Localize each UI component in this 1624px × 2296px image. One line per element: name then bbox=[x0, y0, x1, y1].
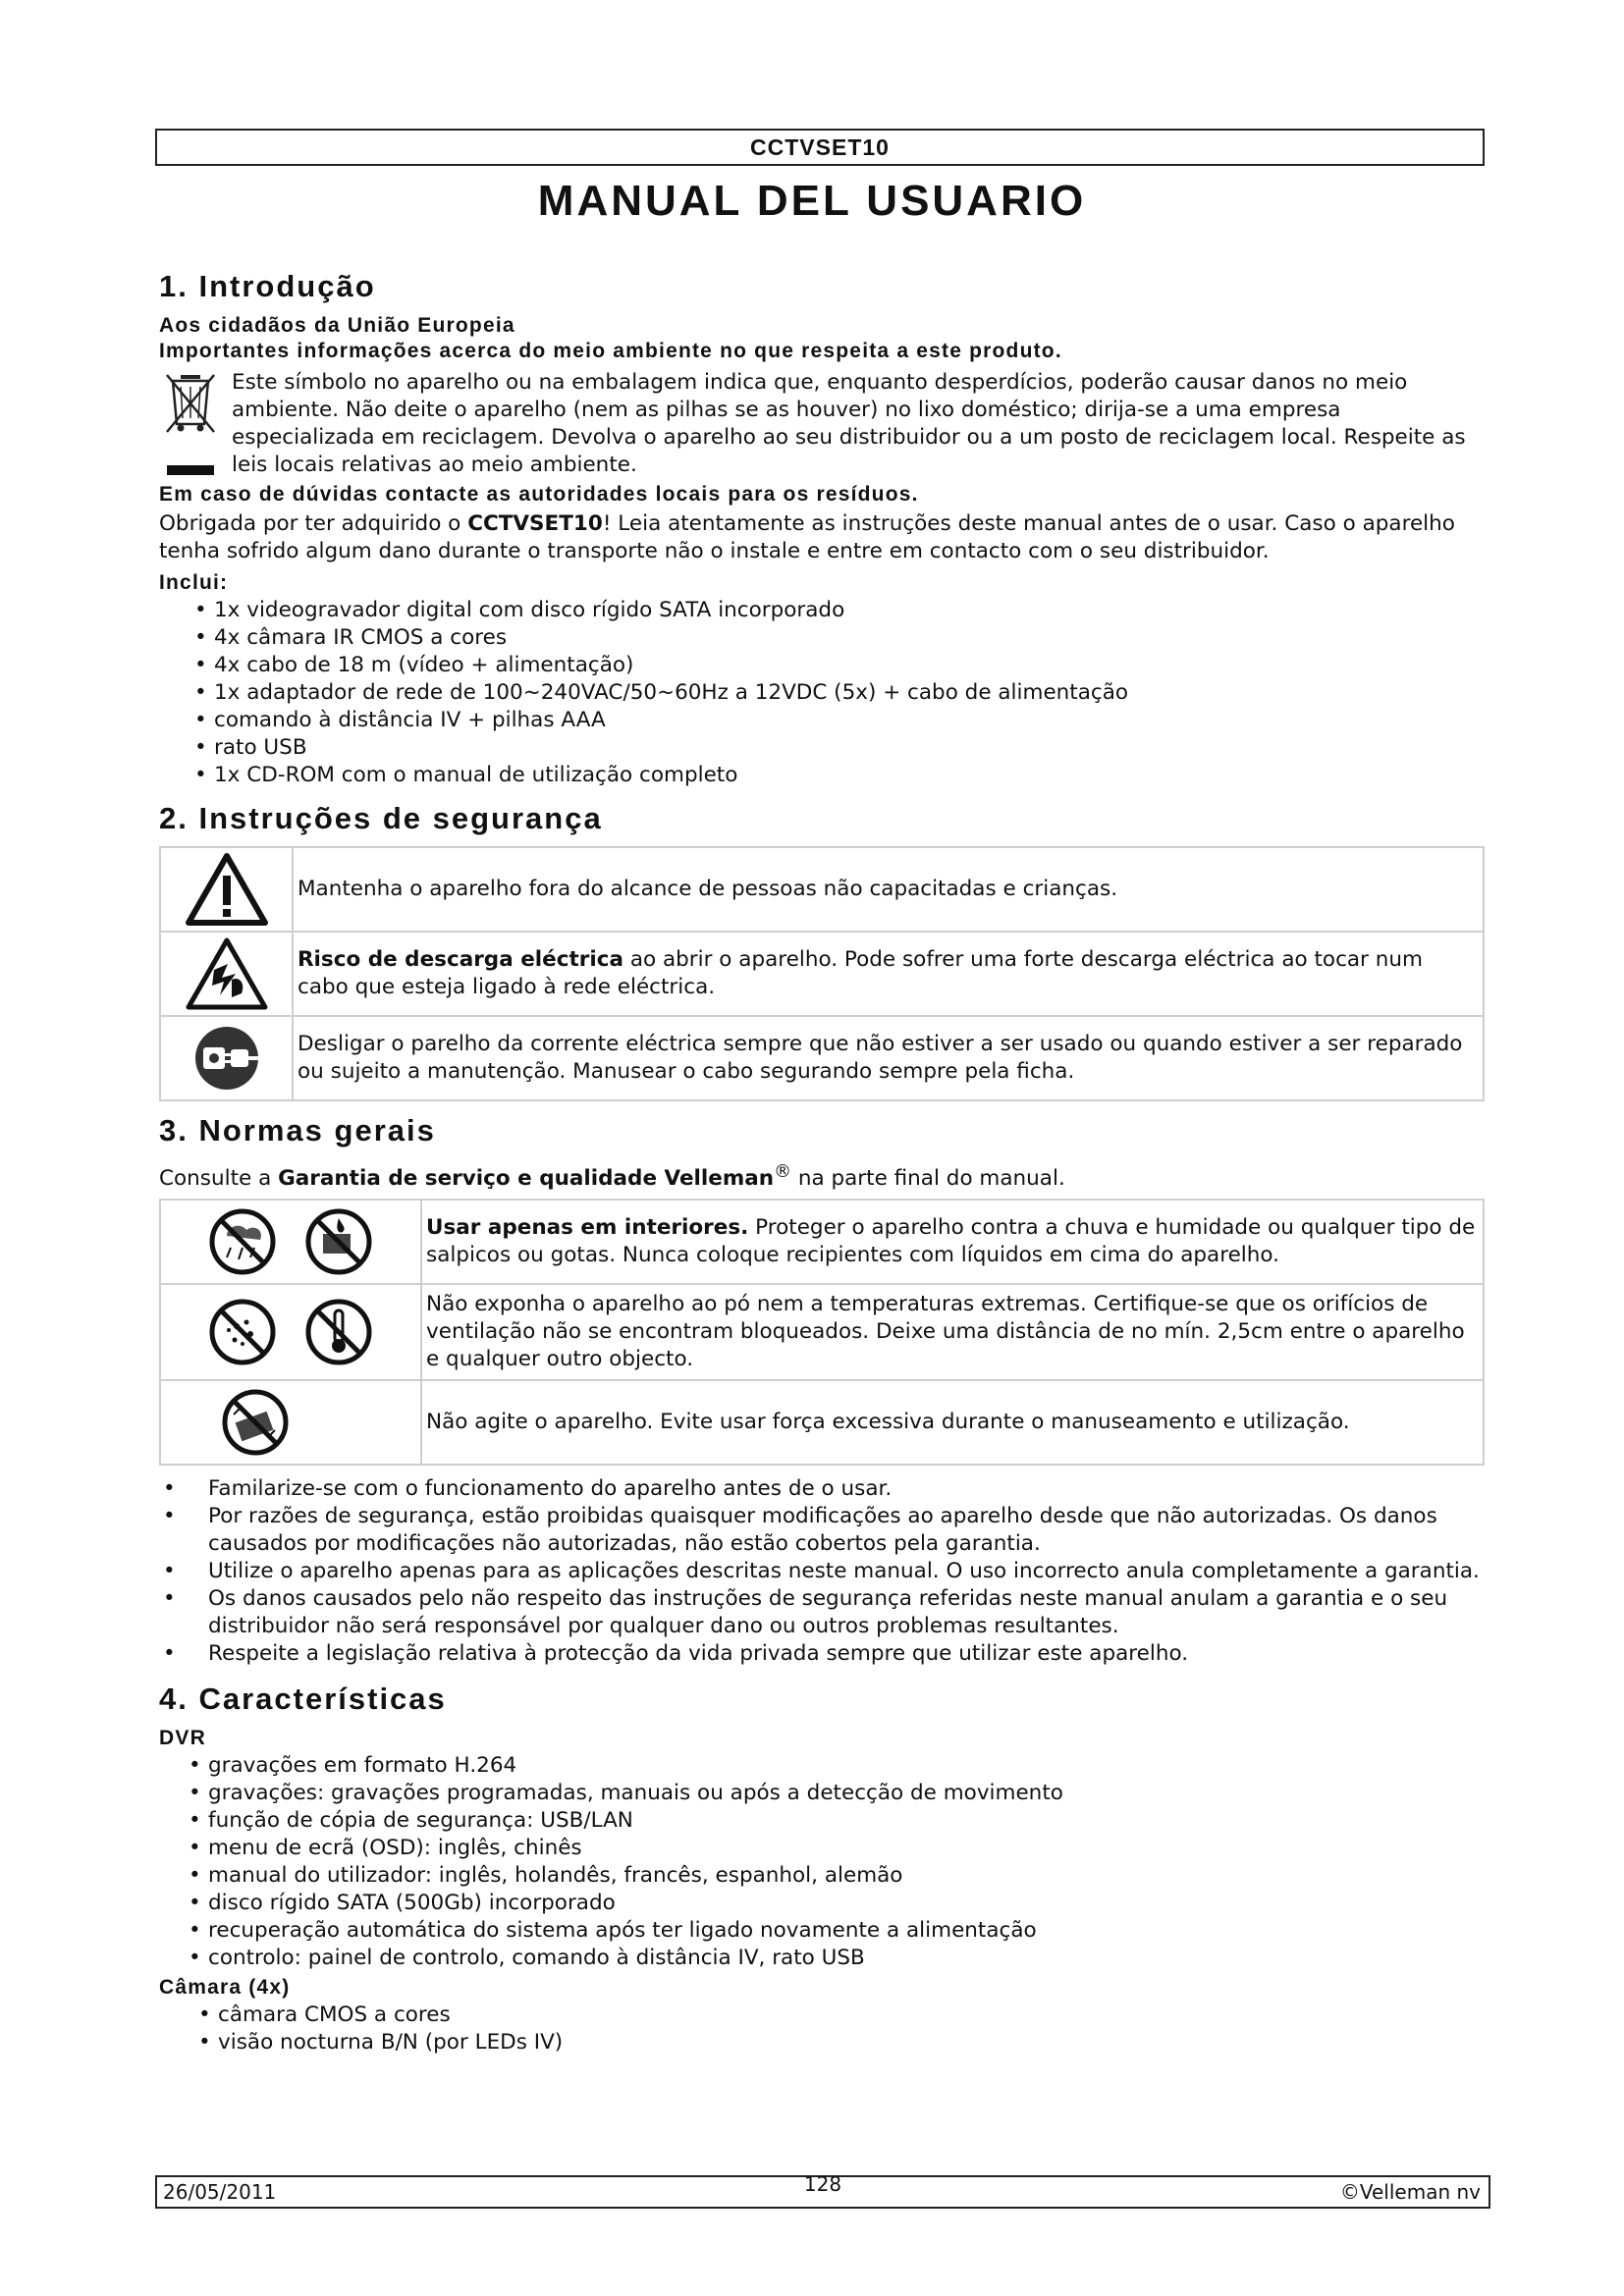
general-table bbox=[159, 1199, 1485, 1466]
list-item: • menu de ecrã (OSD): inglês, chinês bbox=[208, 1835, 1485, 1862]
content bbox=[159, 257, 1485, 2064]
electric-shock-icon bbox=[185, 936, 269, 1011]
list-item: • Por razões de segurança, estão proibidas quaisquer modificações ao aparelho desde que não autorizadas. Os danos causados por modificações não autorizadas, não estão cobertos pela garantia. bbox=[208, 1503, 1485, 1558]
page-footer bbox=[155, 2172, 1490, 2209]
registered-mark: ® bbox=[774, 1161, 792, 1182]
text-part: Não agite o aparelho. Evite usar força excessiva durante o manuseamento e utilização. bbox=[426, 1410, 1350, 1435]
thanks-pre: Obrigada por ter adquirido o bbox=[159, 511, 468, 536]
text-part: Não exponha o aparelho ao pó nem a temperaturas extremas. Certifique-se que os orifícios de ventilação não se encontram bloqueados. Deixe uma distância de no mín. 2,5cm entre o aparelho e qualquer outro objecto. bbox=[426, 1292, 1465, 1372]
table-row bbox=[160, 1200, 1484, 1284]
weee-block bbox=[159, 367, 1485, 481]
camera-label: Câmara (4x) bbox=[159, 1976, 291, 2000]
intro-pre: Consulte a bbox=[159, 1166, 279, 1192]
table-row bbox=[160, 1380, 1484, 1465]
footer-date: 26/05/2011 bbox=[163, 2180, 277, 2204]
intro-post: na parte final do manual. bbox=[791, 1166, 1065, 1192]
list-item: • rato USB bbox=[214, 734, 1485, 762]
icon-cell bbox=[160, 1200, 421, 1284]
section-heading-seguranca: 2. Instruções de segurança bbox=[159, 801, 603, 835]
list-item: • 1x adaptador de rede de 100~240VAC/50~60Hz a 12VDC (5x) + cabo de alimentação bbox=[214, 679, 1485, 707]
list-item: • gravações em formato H.264 bbox=[208, 1752, 1485, 1780]
weee-bin-icon bbox=[159, 367, 220, 481]
safety-text bbox=[293, 847, 1484, 932]
includes-label: Inclui: bbox=[159, 571, 229, 594]
section-heading-introducao: 1. Introdução bbox=[159, 269, 376, 303]
no-shaking-icon bbox=[220, 1387, 291, 1458]
includes-list bbox=[159, 597, 1485, 789]
icon-cell bbox=[160, 1380, 421, 1465]
footer-brand: ©Velleman nv bbox=[1339, 2180, 1481, 2204]
list-item: • função de cópia de segurança: USB/LAN bbox=[208, 1807, 1485, 1835]
text-part: Proteger o aparelho contra a chuva e humidade ou qualquer tipo de salpicos ou gotas. Nunca coloque recipientes com líquidos em cima do aparelho. bbox=[426, 1215, 1476, 1268]
unplug-icon bbox=[188, 1024, 266, 1093]
list-item: • comando à distância IV + pilhas AAA bbox=[214, 707, 1485, 734]
text-part: ao abrir o aparelho. Pode sofrer uma forte descarga eléctrica ao tocar num cabo que esteja ligado à rede eléctrica. bbox=[298, 947, 1423, 999]
list-item: • 1x videogravador digital com disco rígido SATA incorporado bbox=[214, 597, 1485, 624]
list-item: • Familarize-se com o funcionamento do aparelho antes de o usar. bbox=[208, 1475, 1485, 1503]
warning-triangle-icon bbox=[185, 852, 269, 927]
icon-cell bbox=[160, 1284, 421, 1380]
no-dust-icon bbox=[207, 1297, 278, 1367]
list-item: • câmara CMOS a cores bbox=[218, 2002, 1485, 2029]
list-item: • Respeite a legislação relativa à protecção da vida privada sempre que utilizar este aparelho. bbox=[208, 1640, 1485, 1668]
dvr-label: DVR bbox=[159, 1727, 206, 1750]
safety-text bbox=[293, 932, 1484, 1016]
list-item: • recuperação automática do sistema após ter ligado novamente a alimentação bbox=[208, 1917, 1485, 1945]
text-part: Mantenha o aparelho fora do alcance de pessoas não capacitadas e crianças. bbox=[298, 877, 1118, 901]
table-row bbox=[160, 1016, 1484, 1100]
thanks-paragraph bbox=[159, 510, 1485, 565]
general-text bbox=[421, 1284, 1484, 1380]
list-item: • controlo: painel de controlo, comando à distância IV, rato USB bbox=[208, 1945, 1485, 1972]
section-heading-caracteristicas: 4. Características bbox=[159, 1682, 447, 1717]
list-item: • disco rígido SATA (500Gb) incorporado bbox=[208, 1890, 1485, 1917]
bold-part: Usar apenas em interiores. bbox=[426, 1215, 749, 1241]
environment-info-label: Importantes informações acerca do meio ambiente no que respeita a este produto. bbox=[159, 340, 1062, 362]
list-item: • Utilize o aparelho apenas para as aplicações descritas neste manual. O uso incorrecto anula completamente a garantia. bbox=[208, 1558, 1485, 1585]
intro-bold: Garantia de serviço e qualidade Velleman bbox=[278, 1166, 775, 1192]
general-text bbox=[421, 1380, 1484, 1465]
list-item: • 4x câmara IR CMOS a cores bbox=[214, 624, 1485, 652]
safety-text bbox=[293, 1016, 1484, 1100]
no-rain-icon bbox=[207, 1206, 278, 1277]
icon-cell bbox=[160, 847, 293, 932]
thanks-model: CCTVSET10 bbox=[467, 511, 603, 536]
page-title: MANUAL DEL USUARIO bbox=[537, 177, 1087, 225]
camera-features-list bbox=[159, 2002, 1485, 2056]
list-item: • manual do utilizador: inglês, holandês, francês, espanhol, alemão bbox=[208, 1862, 1485, 1890]
list-item: • 4x cabo de 18 m (vídeo + alimentação) bbox=[214, 652, 1485, 679]
no-water-on-device-icon bbox=[303, 1206, 374, 1277]
section-heading-normas: 3. Normas gerais bbox=[159, 1113, 436, 1148]
warranty-paragraph bbox=[159, 1158, 1485, 1193]
doubts-label: Em caso de dúvidas contacte as autoridades locais para os resíduos. bbox=[159, 483, 919, 506]
safety-table bbox=[159, 846, 1485, 1101]
list-item: • Os danos causados pelo não respeito das instruções de segurança referidas neste manual anulam a garantia e o seu distribuidor não será responsável por qualquer dano ou outros problemas resultantes. bbox=[208, 1585, 1485, 1640]
thanks-post: ! Leia atentamente as instruções deste manual antes de o usar. Caso o aparelho tenha sofrido algum dano durante o transporte não o instale e entre em contacto com o seu distribuidor. bbox=[159, 511, 1455, 563]
table-row bbox=[160, 932, 1484, 1016]
bold-part: Risco de descarga eléctrica bbox=[298, 947, 623, 972]
no-extreme-temperature-icon bbox=[303, 1297, 374, 1367]
list-item: • visão nocturna B/N (por LEDs IV) bbox=[218, 2029, 1485, 2056]
text-part: Desligar o parelho da corrente eléctrica sempre que não estiver a ser usado ou quando estiver a ser reparado ou sujeito a manutenção. Manusear o cabo segurando sempre pela ficha. bbox=[298, 1032, 1463, 1084]
table-row bbox=[160, 1284, 1484, 1380]
general-rules-list bbox=[159, 1475, 1485, 1668]
table-row bbox=[160, 847, 1484, 932]
icon-cell bbox=[160, 1016, 293, 1100]
list-item: • 1x CD-ROM com o manual de utilização completo bbox=[214, 762, 1485, 789]
footer-page-number: 128 bbox=[803, 2172, 842, 2196]
general-text bbox=[421, 1200, 1484, 1284]
list-item: • gravações: gravações programadas, manuais ou após a detecção de movimento bbox=[208, 1780, 1485, 1807]
icon-cell bbox=[160, 932, 293, 1016]
dvr-features-list bbox=[159, 1752, 1485, 1972]
model-header: CCTVSET10 bbox=[155, 129, 1485, 166]
eu-citizens-label: Aos cidadãos da União Europeia bbox=[159, 314, 515, 337]
weee-text: Este símbolo no aparelho ou na embalagem indica que, enquanto desperdícios, poderão causar danos no meio ambiente. Não deite o aparelho (nem as pilhas se as houver) no lixo doméstico; dirija-se a uma empresa especializada em reciclagem. Devolva o aparelho ao seu distribuidor ou a um posto de reciclagem local. Respeite as leis locais relativas ao meio ambiente. bbox=[232, 370, 1466, 477]
